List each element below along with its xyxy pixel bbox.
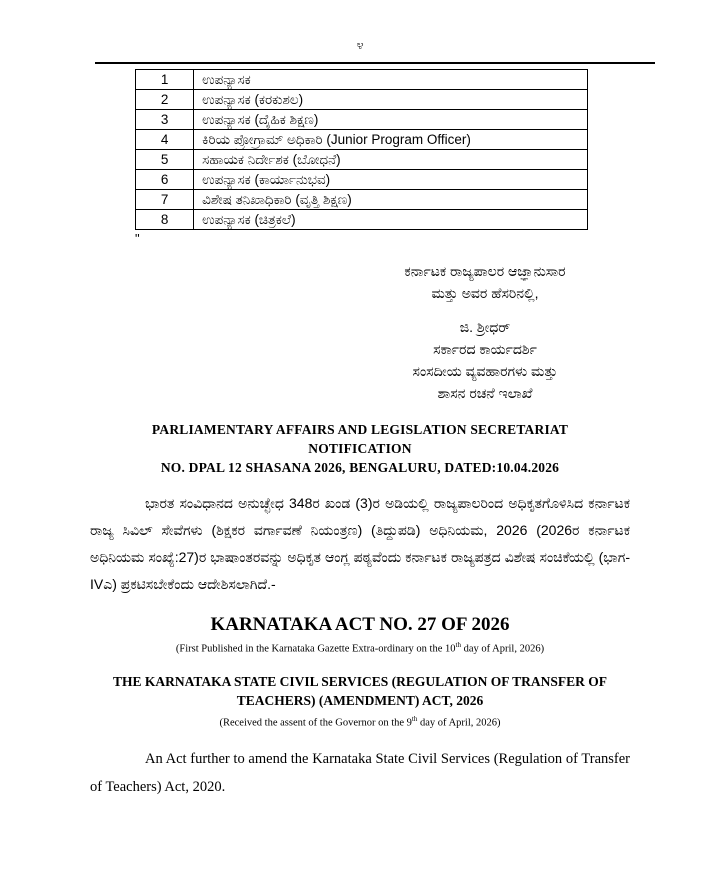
- row-number: 4: [136, 130, 194, 150]
- page-number: ೪: [356, 37, 364, 52]
- posts-table: [135, 69, 588, 230]
- signatory-department: ಸಂಸದೀಯ ವ್ಯವಹಾರಗಳು ಮತ್ತು: [412, 363, 558, 379]
- notification-heading: [0, 420, 720, 477]
- note-text: day of April, 2026): [417, 717, 501, 728]
- row-number: 3: [136, 110, 194, 130]
- notification-number: NO. DPAL 12 SHASANA 2026, BENGALURU, DATED:10.04.2026: [160, 460, 560, 475]
- notification-label: NOTIFICATION: [308, 441, 412, 456]
- table-row: [136, 210, 588, 230]
- row-text: ಉಪನ್ಯಾಸಕ (ಕಾರ್ಯಾನುಭವ): [194, 170, 588, 190]
- row-text: ಉಪನ್ಯಾಸಕ (ದೈಹಿಕ ಶಿಕ್ಷಣ): [194, 110, 588, 130]
- signature-gap: [355, 304, 615, 316]
- by-order-line: ಕರ್ನಾಟಕ ರಾಜ್ಯಪಾಲರ ಆಜ್ಞಾನುಸಾರ: [404, 263, 566, 279]
- kannada-order-paragraph: ಭಾರತ ಸಂವಿಧಾನದ ಅನುಚ್ಛೇಧ 348ರ ಖಂಡ (3)ರ ಅಡಿಯಲ್ಲಿ ರಾಜ್ಯಪಾಲರಿಂದ ಅಧಿಕೃತಗೊಳಿಸಿದ ಕರ್ನಾಟಕ ರಾಜ್ಯ ಸಿವಿಲ್ ಸೇವೆಗಳು (ಶಿಕ್ಷಕರ ವರ್ಗಾವಣೆ ನಿಯಂತ್ರಣ) (ತಿದ್ದುಪಡಿ) ಅಧಿನಿಯಮ, 2026 (2026ರ ಕರ್ನಾಟಕ ಅಧಿನಿಯಮ ಸಂಖ್ಯೆ:27)ರ ಭಾಷಾಂತರವನ್ನು ಅಧಿಕೃತ ಆಂಗ್ಲ ಪಠ್ಯವೆಂದು ಕರ್ನಾಟಕ ರಾಜ್ಯಪತ್ರದ ವಿಶೇಷ ಸಂಚಿಕೆಯಲ್ಲಿ (ಭಾಗ-IVಎ) ಪ್ರಕಟಿಸಬೇಕೆಂದು ಆದೇಶಿಸಲಾಗಿದೆ.-: [90, 495, 630, 592]
- row-number: 1: [136, 70, 194, 90]
- row-text: ಉಪನ್ಯಾಸಕ (ಚಿತ್ರಕಲೆ): [194, 210, 588, 230]
- table-row: [136, 90, 588, 110]
- assent-note: [0, 712, 720, 731]
- secretariat-title: PARLIAMENTARY AFFAIRS AND LEGISLATION SECRETARIAT: [151, 422, 569, 437]
- row-number: 5: [136, 150, 194, 170]
- row-number: 8: [136, 210, 194, 230]
- by-order-line: ಮತ್ತು ಅವರ ಹೆಸರಿನಲ್ಲಿ,: [431, 285, 539, 301]
- first-published-note: [0, 638, 720, 657]
- signatory-name: ಜಿ. ಶ್ರೀಧರ್: [459, 319, 511, 335]
- table-row: [136, 110, 588, 130]
- act-preamble-paragraph: An Act further to amend the Karnataka State Civil Services (Regulation of Transfer of Teachers) Act, 2020.: [90, 751, 630, 795]
- ordinal-superscript: th: [411, 714, 418, 723]
- note-text: (First Published in the Karnataka Gazette Extra-ordinary on the 10: [175, 643, 456, 655]
- horizontal-rule: [95, 62, 655, 64]
- row-text: ಸಹಾಯಕ ನಿರ್ದೇಶಕ (ಬೋಧನೆ): [194, 150, 588, 170]
- row-text: ಉಪನ್ಯಾಸಕ (ಕರಕುಶಲ): [194, 90, 588, 110]
- row-text: ಕಿರಿಯ ಪ್ರೋಗ್ರಾಮ್ ಅಧಿಕಾರಿ (Junior Program Officer): [194, 130, 588, 150]
- table-row: [136, 170, 588, 190]
- signatory-department: ಶಾಸನ ರಚನೆ ಇಲಾಖೆ: [437, 385, 533, 401]
- act-name-line: THE KARNATAKA STATE CIVIL SERVICES (REGULATION OF TRANSFER OF: [112, 673, 608, 689]
- table-row: [136, 150, 588, 170]
- table-row: [136, 190, 588, 210]
- act-title: KARNATAKA ACT NO. 27 OF 2026: [210, 614, 510, 635]
- act-name-heading: [0, 672, 720, 710]
- signatory-title: ಸರ್ಕಾರದ ಕಾರ್ಯದರ್ಶಿ: [433, 341, 537, 357]
- row-text: ಉಪನ್ಯಾಸಕ: [194, 70, 588, 90]
- row-number: 6: [136, 170, 194, 190]
- note-text: day of April, 2026): [460, 643, 545, 655]
- signature-block: [355, 260, 615, 404]
- act-name-line: TEACHERS) (AMENDMENT) ACT, 2026: [236, 692, 484, 708]
- row-number: 7: [136, 190, 194, 210]
- table-row: [136, 70, 588, 90]
- note-text: (Received the assent of the Governor on the 9: [219, 717, 412, 728]
- ordinal-superscript: th: [455, 641, 461, 649]
- table-row: [136, 130, 588, 150]
- row-number: 2: [136, 90, 194, 110]
- row-text: ವಿಶೇಷ ತನಿಖಾಧಿಕಾರಿ (ವೃತ್ತಿ ಶಿಕ್ಷಣ): [194, 190, 588, 210]
- closing-quote-mark: ": [135, 231, 140, 246]
